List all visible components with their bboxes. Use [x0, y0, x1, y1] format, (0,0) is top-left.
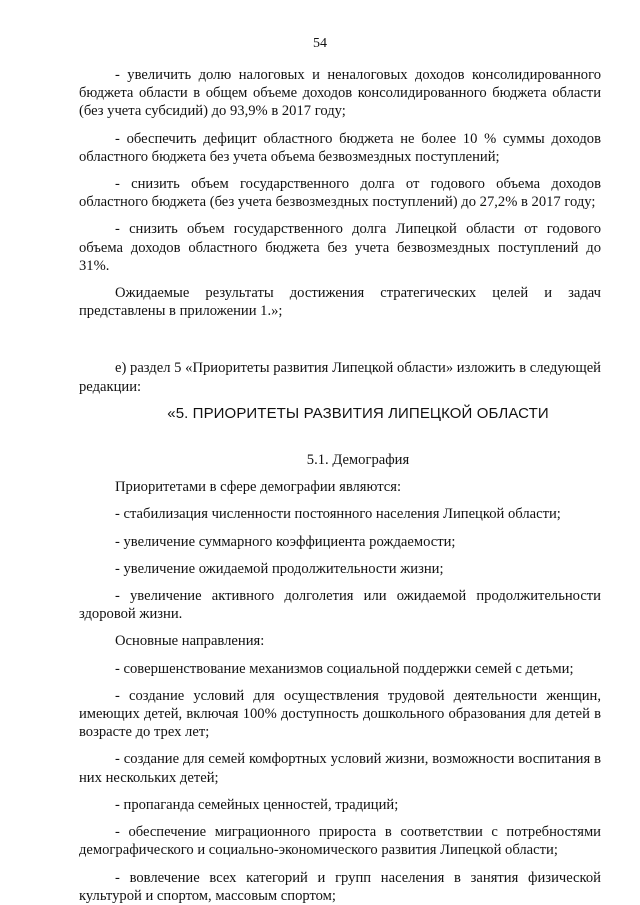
list-item: - обеспечение миграционного прироста в соответствии с потребностями демографического и социально-экономического развития Липецкой области; [79, 824, 601, 859]
list-item: - увеличение активного долголетия или ожидаемой продолжительности здоровой жизни. [79, 588, 601, 623]
list-item: - создание условий для осуществления трудовой деятельности женщин, имеющих детей, включая 100% доступность дошкольного образования для детей в возрасте до трех лет; [79, 687, 601, 741]
paragraph: - обеспечить дефицит областного бюджета не более 10 % суммы доходов областного бюджета без учета объема безвозмездных поступлений; [79, 130, 601, 165]
section-intro: е) раздел 5 «Приоритеты развития Липецкой области» изложить в следующей редакции: [79, 360, 601, 395]
spacer [115, 329, 601, 359]
list-item: - увеличение суммарного коэффициента рождаемости; [115, 533, 456, 550]
list-item: - пропаганда семейных ценностей, традиций; [115, 796, 399, 813]
list-item: - стабилизация численности постоянного населения Липецкой области; [115, 506, 561, 523]
subsection-title: 5.1. Демография [306, 452, 410, 469]
paragraph: - снизить объем государственного долга Липецкой области от годового объема доходов областного бюджета без учета безвозмездных поступлений до 31%. [79, 221, 601, 274]
paragraph: - снизить объем государственного долга от годового объема доходов областного бюджета (без учета безвозмездных поступлений) до 27,2% в 2017 году; [79, 176, 601, 211]
page-number: 54 [313, 36, 327, 51]
spacer [115, 423, 601, 451]
paragraph: Основные направления: [115, 633, 265, 650]
section-title: «5. ПРИОРИТЕТЫ РАЗВИТИЯ ЛИПЕЦКОЙ ОБЛАСТИ [167, 404, 549, 422]
list-item: - вовлечение всех категорий и групп населения в занятия физической культурой и спортом, массовым спортом; [79, 869, 601, 904]
list-item: - совершенствование механизмов социальной поддержки семей с детьми; [115, 660, 574, 677]
list-item: - создание для семей комфортных условий жизни, возможности воспитания в них нескольких детей; [79, 751, 601, 786]
document-body [79, 66, 601, 905]
paragraph: Приоритетами в сфере демографии являются: [115, 479, 402, 496]
list-item: - увеличение ожидаемой продолжительности жизни; [115, 560, 444, 577]
paragraph: - увеличить долю налоговых и неналоговых доходов консолидированного бюджета области в общем объеме доходов консолидированного бюджета области (без учета субсидий) до 93,9% в 2017 году; [79, 67, 601, 120]
paragraph: Ожидаемые результаты достижения стратегических целей и задач представлены в приложении 1.»; [79, 285, 601, 320]
